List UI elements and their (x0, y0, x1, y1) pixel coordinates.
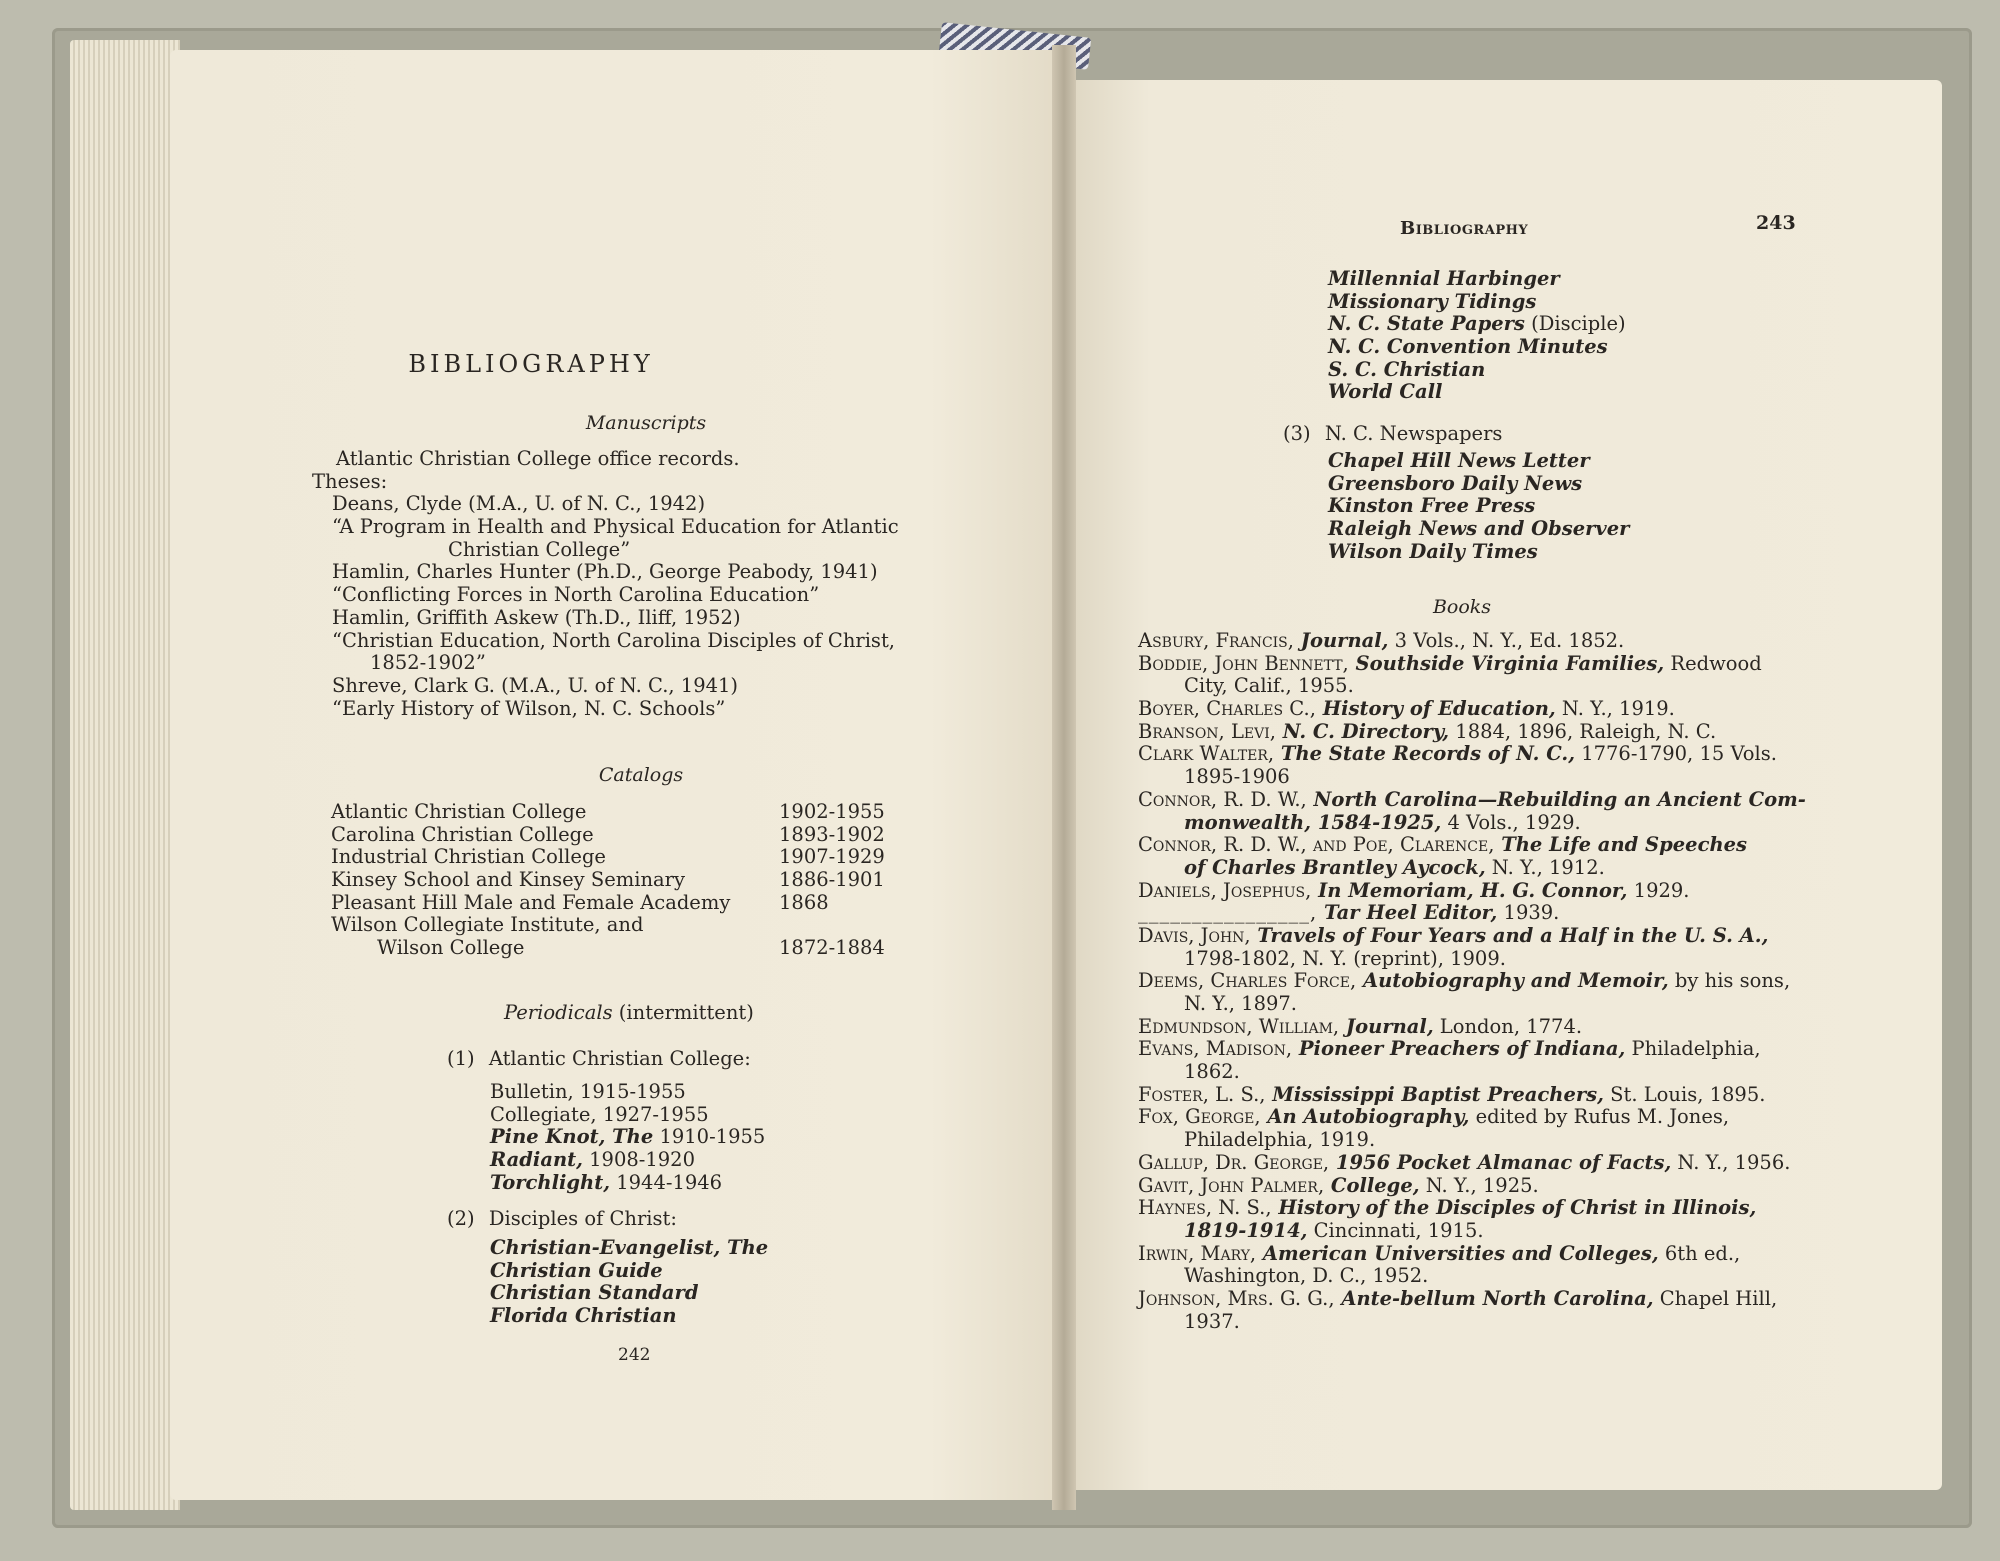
periodical-item-italic: N. C. Convention Minutes (1328, 335, 1608, 359)
book-title: Ante-bellum North Carolina, (1334, 1286, 1654, 1310)
manuscripts-list (312, 448, 899, 720)
running-head: Bibliography (1400, 218, 1529, 239)
manuscript-line: Deans, Clyde (M.A., U. of N. C., 1942) (332, 492, 706, 516)
book-entry-line (1184, 675, 1806, 698)
periodical-item (490, 1126, 765, 1149)
book-details: N. Y., 1925. (1419, 1173, 1539, 1197)
manuscripts-heading: Manuscripts (585, 412, 707, 434)
catalog-row (331, 822, 885, 847)
periodical-item-rest: (Disciple) (1524, 312, 1626, 336)
book-title: The Life and Speeches (1494, 833, 1748, 857)
catalog-name: Wilson Collegiate Institute, and (331, 913, 644, 937)
book-entry-line (1138, 721, 1806, 744)
manuscript-line: Christian College” (448, 537, 631, 561)
book-title: The State Records of N. C., (1274, 742, 1576, 766)
manuscript-line: 1852-1902” (370, 651, 486, 675)
group-label: (3) (1283, 422, 1311, 445)
book-details: 1939. (1497, 901, 1560, 925)
periodical-item (490, 1172, 765, 1195)
book-entry-line (1138, 902, 1806, 925)
book-author: Daniels, Josephus, (1138, 878, 1312, 902)
book-entry-line (1184, 993, 1806, 1016)
book-details: Redwood (1664, 651, 1762, 675)
catalog-years: 1868 (779, 890, 829, 914)
book-entry-line (1184, 948, 1806, 971)
book-details: 6th ed., (1658, 1241, 1741, 1265)
periodical-item (490, 1081, 765, 1104)
page-edges (70, 40, 180, 1510)
book-author: Clark Walter, (1138, 742, 1275, 766)
book-entry-line (1138, 789, 1806, 812)
book-details: N. Y., 1897. (1184, 992, 1297, 1015)
book-title: N. C. Directory, (1275, 719, 1450, 743)
book-entry-line (1184, 1129, 1806, 1152)
book-author: Irwin, Mary, (1138, 1241, 1257, 1265)
manuscript-line: Atlantic Christian College office records. (336, 447, 740, 470)
periodical-item-italic: Missionary Tidings (1328, 289, 1537, 313)
catalog-name: Carolina Christian College (331, 822, 594, 846)
book-author: Deems, Charles Force, (1138, 969, 1357, 993)
ditto-dash: ________________, (1138, 901, 1318, 925)
periodical-item (1328, 268, 1626, 291)
book-entry-line (1138, 1106, 1806, 1129)
book-entry-line (1184, 857, 1806, 880)
manuscript-line: “Conflicting Forces in North Carolina Education” (332, 583, 820, 607)
book-title: In Memoriam, H. G. Connor, (1311, 878, 1628, 902)
book-details: 1776-1790, 15 Vols. (1575, 742, 1777, 766)
group-title: Atlantic Christian College: (488, 1047, 751, 1070)
book-entry-line (1138, 743, 1806, 766)
catalog-years: 1886-1901 (779, 868, 885, 892)
book-title: North Carolina—Rebuilding an Ancient Com- (1306, 787, 1806, 811)
newspaper-item: Raleigh News and Observer (1328, 517, 1630, 541)
group-title: Disciples of Christ: (488, 1207, 677, 1230)
periodical-item (490, 1149, 765, 1172)
periodical-item-rest: 1944-1946 (610, 1170, 723, 1194)
catalog-row (331, 868, 885, 892)
book-details: N. Y., 1912. (1485, 855, 1605, 879)
book-title: Tar Heel Editor, (1317, 901, 1498, 925)
book-author: Connor, R. D. W., and Poe, Clarence, (1138, 833, 1495, 857)
book-details: edited by Rufus M. Jones, (1469, 1105, 1730, 1129)
book-details: Washington, D. C., 1952. (1184, 1264, 1429, 1288)
book-details: St. Louis, 1895. (1603, 1082, 1766, 1106)
book-entry-line (1138, 1152, 1806, 1175)
book-author: Evans, Madison, (1138, 1037, 1293, 1061)
manuscript-line: Shreve, Clark G. (M.A., U. of N. C., 1941) (332, 673, 739, 697)
catalog-row (331, 800, 885, 824)
periodical-item-italic: N. C. State Papers (1328, 312, 1525, 336)
book-details: Cincinnati, 1915. (1307, 1218, 1484, 1242)
book-details: 3 Vols., N. Y., Ed. 1852. (1388, 629, 1625, 652)
book-details: 1884, 1896, Raleigh, N. C. (1449, 719, 1717, 743)
periodical-item: Christian Guide (490, 1258, 663, 1282)
periodicals-heading-italic: Periodicals (504, 1001, 613, 1024)
book-author: Fox, George, (1138, 1105, 1261, 1129)
page-title: BIBLIOGRAPHY (408, 350, 654, 378)
book-details: Philadelphia, (1625, 1037, 1761, 1061)
book-details: Philadelphia, 1919. (1184, 1128, 1376, 1152)
book-title: 1956 Pocket Almanac of Facts, (1329, 1150, 1672, 1174)
periodical-group-2-items (490, 1237, 768, 1328)
book-entry-line (1184, 1061, 1806, 1084)
catalog-name: Wilson College (377, 936, 525, 960)
books-list (1138, 630, 1806, 1333)
book-title: American Universities and Colleges, (1256, 1241, 1659, 1265)
book-entry-line (1184, 812, 1806, 835)
catalog-name: Atlantic Christian College (331, 800, 587, 823)
periodical-item (1328, 381, 1626, 404)
periodical-item-rest: 1908-1920 (582, 1148, 695, 1172)
book-entry-line (1138, 925, 1806, 948)
book-entry-line (1184, 1220, 1806, 1243)
book-details: 1798-1802, N. Y. (reprint), 1909. (1184, 946, 1506, 970)
periodical-group-2 (447, 1208, 677, 1231)
book-author: Gallup, Dr. George, (1138, 1150, 1330, 1174)
catalog-name: Industrial Christian College (331, 845, 606, 869)
manuscript-line: Hamlin, Griffith Askew (Th.D., Iliff, 1952) (332, 605, 741, 629)
catalog-years: 1902-1955 (779, 800, 885, 823)
book-details: City, Calif., 1955. (1184, 674, 1354, 698)
book-author: Branson, Levi, (1138, 719, 1276, 743)
book-entry-line (1138, 1288, 1806, 1311)
periodical-item: Christian-Evangelist, The (490, 1236, 769, 1259)
book-entry-line (1138, 834, 1806, 857)
book-title: History of the Disciples of Christ in Illinois, (1271, 1196, 1757, 1220)
catalog-years: 1893-1902 (779, 822, 885, 846)
periodical-group-3 (1283, 423, 1502, 446)
periodicals-heading-rest: (intermittent) (612, 1001, 754, 1024)
book-author: Gavit, John Palmer, (1138, 1173, 1325, 1197)
book-details: 1895-1906 (1184, 765, 1290, 789)
group-label: (2) (447, 1207, 475, 1230)
book-title: An Autobiography, (1260, 1105, 1470, 1129)
book-title: 1819-1914, (1184, 1218, 1308, 1242)
book-entry-line (1184, 1311, 1806, 1334)
periodical-item-italic: S. C. Christian (1328, 357, 1486, 381)
book-entry-line (1138, 1243, 1806, 1266)
page-number-right: 243 (1756, 212, 1796, 234)
book-author: Haynes, N. S., (1138, 1196, 1272, 1220)
page-number-left: 242 (618, 1345, 651, 1365)
book-entry-line (1184, 766, 1806, 789)
book-title: of Charles Brantley Aycock, (1184, 855, 1486, 879)
book-title: Southside Virginia Families, (1348, 651, 1665, 675)
book-title: Pioneer Preachers of Indiana, (1292, 1037, 1626, 1061)
periodical-item-italic: Torchlight, (490, 1170, 611, 1194)
periodical-item (1328, 291, 1626, 314)
book-details: London, 1774. (1433, 1014, 1583, 1038)
book-details: 1929. (1627, 878, 1690, 902)
manuscript-line: “Early History of Wilson, N. C. Schools” (332, 696, 726, 720)
catalogs-table (331, 800, 885, 960)
book-entry-line (1138, 698, 1806, 721)
periodicals-heading (504, 1002, 754, 1025)
catalog-years: 1872-1884 (779, 936, 885, 960)
book-title: Travels of Four Years and a Half in the U. S. A., (1250, 923, 1769, 947)
book-entry-line (1138, 1175, 1806, 1198)
newspaper-item: Greensboro Daily News (1328, 471, 1583, 495)
periodical-item-rest: Collegiate, 1927-1955 (490, 1102, 709, 1126)
book-author: Foster, L. S., (1138, 1082, 1266, 1106)
book-title: Autobiography and Memoir, (1356, 969, 1669, 993)
book-author: Edmundson, William, (1138, 1014, 1340, 1038)
book-entry-line (1138, 630, 1806, 653)
catalog-name: Kinsey School and Kinsey Seminary (331, 868, 686, 892)
catalogs-heading: Catalogs (598, 764, 684, 786)
book-author: Boyer, Charles C., (1138, 697, 1316, 721)
books-heading: Books (1432, 596, 1492, 618)
periodical-group-1 (447, 1048, 751, 1071)
periodical-item: Florida Christian (490, 1304, 677, 1328)
book-author: Boddie, John Bennett, (1138, 651, 1349, 675)
catalog-row (331, 914, 871, 937)
book-title: Journal, (1339, 1014, 1434, 1038)
group-title: N. C. Newspapers (1324, 422, 1503, 445)
book-title: History of Education, (1315, 697, 1556, 721)
disciples-continued-list (1328, 268, 1626, 404)
periodical-item-italic: World Call (1328, 380, 1443, 404)
book-author: Asbury, Francis, (1138, 629, 1294, 652)
manuscript-line: Theses: (312, 469, 388, 493)
book-details: 1862. (1184, 1060, 1240, 1084)
periodical-item (490, 1104, 765, 1127)
book-entry-line (1138, 1084, 1806, 1107)
manuscript-line: “A Program in Health and Physical Education for Atlantic (332, 515, 899, 539)
periodical-item-italic: Radiant, (490, 1148, 583, 1172)
periodical-item (1328, 336, 1626, 359)
periodical-item-italic: Millennial Harbinger (1328, 267, 1560, 290)
book-details: N. Y., 1919. (1555, 697, 1675, 721)
book-entry-line (1138, 653, 1806, 676)
book-entry-line (1138, 970, 1806, 993)
book-entry-line (1138, 880, 1806, 903)
book-details: by his sons, (1668, 969, 1791, 993)
book-entry-line (1184, 1265, 1806, 1288)
book-title: Mississippi Baptist Preachers, (1265, 1082, 1604, 1106)
book-entry-line (1138, 1197, 1806, 1220)
book-details: N. Y., 1956. (1671, 1150, 1791, 1174)
newspaper-item: Wilson Daily Times (1328, 539, 1538, 563)
catalog-name: Pleasant Hill Male and Female Academy (331, 890, 731, 914)
manuscript-line: Hamlin, Charles Hunter (Ph.D., George Peabody, 1941) (332, 560, 878, 584)
book-title: Journal, (1293, 629, 1389, 652)
periodical-item (1328, 359, 1626, 382)
periodical-item-italic: Pine Knot, The (490, 1125, 654, 1149)
periodical-item (1328, 313, 1626, 336)
periodical-item-rest: Bulletin, 1915-1955 (490, 1080, 686, 1103)
periodical-item: Christian Standard (490, 1281, 699, 1305)
catalog-row (331, 845, 885, 869)
book-author: Davis, John, (1138, 923, 1251, 947)
book-details: 4 Vols., 1929. (1441, 810, 1581, 834)
newspaper-item: Kinston Free Press (1328, 494, 1536, 518)
book-author: Connor, R. D. W., (1138, 787, 1307, 811)
book-entry-line (1138, 1016, 1806, 1039)
book-author: Johnson, Mrs. G. G., (1138, 1286, 1335, 1310)
newspapers-list (1328, 450, 1629, 563)
book-details: 1937. (1184, 1309, 1240, 1333)
manuscript-line: “Christian Education, North Carolina Disciples of Christ, (332, 628, 895, 652)
periodical-group-1-items (490, 1081, 765, 1194)
catalog-row (331, 892, 871, 915)
book-details: Chapel Hill, (1653, 1286, 1778, 1310)
periodical-item-rest: 1910-1955 (653, 1125, 766, 1149)
book-title: monwealth, 1584-1925, (1184, 810, 1442, 834)
newspaper-item: Chapel Hill News Letter (1328, 449, 1590, 472)
book-entry-line (1138, 1038, 1806, 1061)
group-label: (1) (447, 1047, 475, 1070)
book-title: College, (1324, 1173, 1420, 1197)
catalog-row (331, 936, 885, 960)
catalog-years: 1907-1929 (779, 845, 885, 869)
book-gutter (1052, 45, 1076, 1510)
